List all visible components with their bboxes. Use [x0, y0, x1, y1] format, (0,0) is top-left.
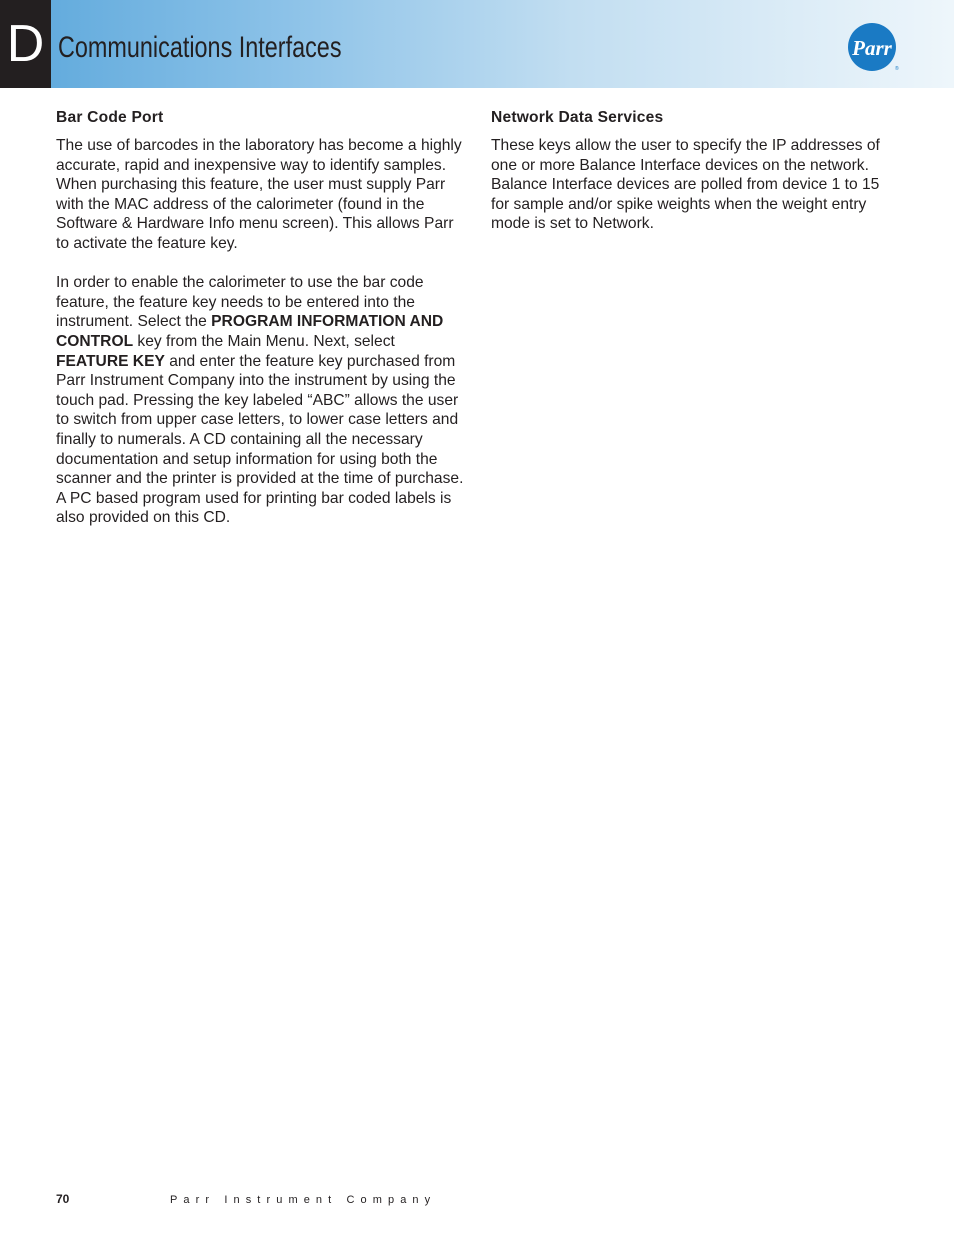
- footer-company: Parr Instrument Company: [170, 1194, 437, 1206]
- logo-text: Parr: [852, 36, 892, 60]
- bar-code-paragraph-2: In order to enable the calorimeter to use the bar code feature, the feature key needs to be entered into the instrument. Select the PROGRAM INFORMATION AND CONTROL key from the Main Menu. Next, select FEATURE KEY and enter the feature key purchased from Parr Instrument Company into the instrument by using the touch pad. Pressing the key labeled “ABC” allows the user to switch from upper case letters, to lower case letters and finally to numerals. A CD containing all the necessary documentation and setup information for using both the scanner and the printer is provided at the time of purchase. A PC based program used for printing bar coded labels is also provided on this CD.: [56, 274, 464, 527]
- bar-code-paragraph-1: The use of barcodes in the laboratory has become a highly accurate, rapid and inexpensive way to identify samples. When purchasing this feature, the user must supply Parr with the MAC address of the calorimeter (found in the Software & Hardware Info menu screen). This allows Parr to activate the feature key.: [56, 137, 462, 252]
- network-data-services-heading: Network Data Services: [491, 109, 664, 126]
- svg-text:®: ®: [895, 66, 899, 72]
- network-paragraph: These keys allow the user to specify the IP addresses of one or more Balance Interface devices on the network. Balance Interface devices are polled from device 1 to 15 for sample and/or spike weights when the weight entry mode is set to Network.: [491, 137, 880, 233]
- parr-logo: [845, 22, 899, 72]
- page-title: Communications Interfaces: [58, 31, 342, 64]
- page-number: 70: [56, 1192, 70, 1206]
- section-tab: D: [0, 0, 51, 88]
- header-band: [0, 0, 954, 88]
- left-column: [56, 108, 466, 547]
- right-column: [491, 108, 901, 254]
- bar-code-port-heading: Bar Code Port: [56, 109, 164, 126]
- feature-key-label: FEATURE KEY: [56, 352, 165, 370]
- program-info-key-label: PROGRAM INFORMATION AND CONTROL: [56, 313, 444, 350]
